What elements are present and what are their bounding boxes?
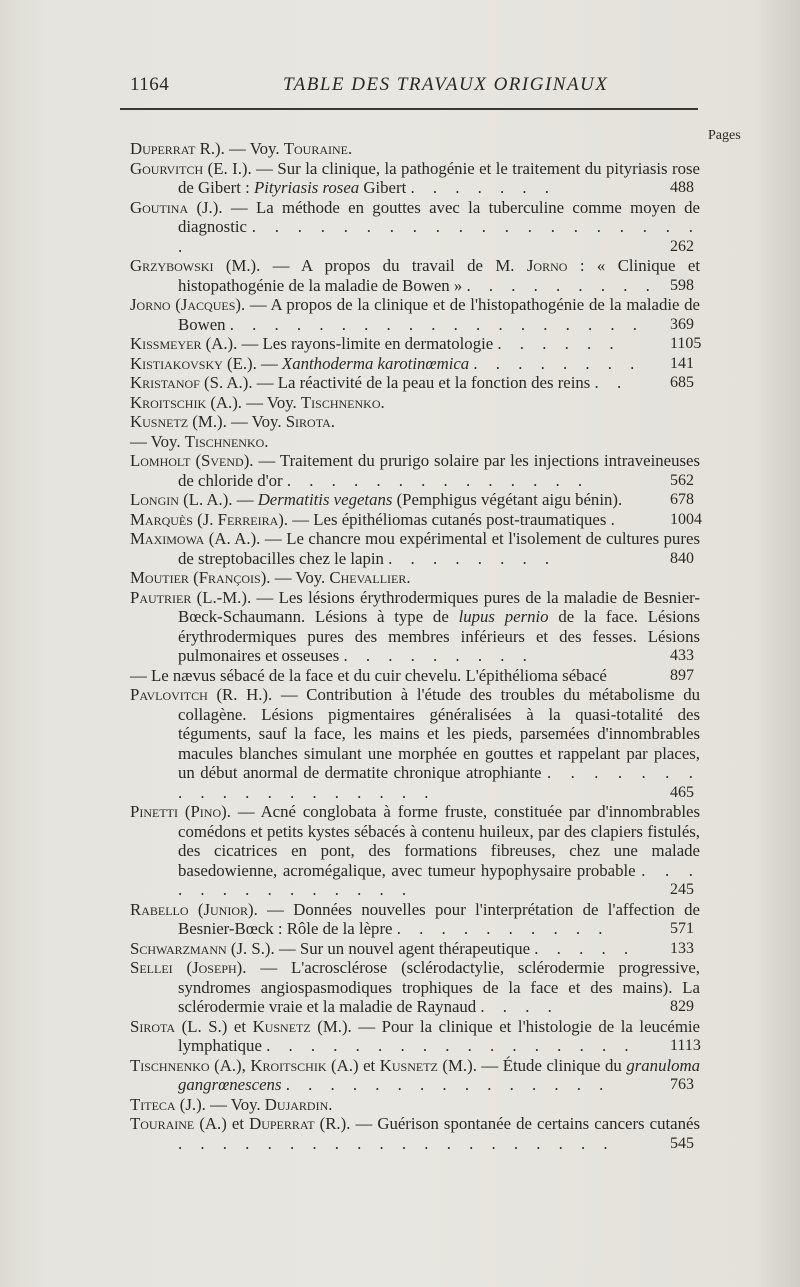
- pages-column-label: Pages: [708, 128, 741, 143]
- index-entry: [130, 139, 700, 159]
- entry-text: — Voy.: [130, 431, 185, 451]
- entry-coauthor: Kusnetz: [379, 1055, 438, 1075]
- leader-dots: . .: [594, 373, 629, 392]
- entry-text: — La méthode en gouttes avec la tuberculine comme moyen de diagnostic: [178, 197, 700, 236]
- entry-text: — Traitement du prurigo solaire par les injections intraveineuses de chloride d'or: [178, 451, 701, 490]
- entry-author: Titeca (J.).: [130, 1094, 206, 1114]
- leader-dots: . . . . . . . . . . . . . .: [286, 470, 590, 490]
- entry-italic-term: granuloma gangrœnescens: [178, 1055, 701, 1094]
- leader-dots: . . . .: [480, 997, 559, 1016]
- entry-italic-term: Dermatitis vegetans: [257, 490, 393, 509]
- leader-dots: . . . . . . . . . . . . . . . . .: [266, 1036, 636, 1055]
- entry-author: Gourvitch (E. I.).: [130, 158, 252, 178]
- entry-text: (A.) et: [326, 1055, 380, 1075]
- entry-text: — Le nævus sébacé de la face et du cuir chevelu. L'épithélioma sébacé: [130, 665, 607, 685]
- leader-dots: . . . . . . .: [410, 178, 556, 197]
- index-entry: Schwarzmann (J. S.). — Sur un nouvel agent thérapeutique . . . . . 133: [130, 938, 694, 958]
- entry-author: Duperrat R.).: [130, 139, 225, 158]
- entry-italic-term: Pityriasis rosea: [253, 178, 360, 197]
- entry-text: — Données nouvelles pour l'interprétation de l'affection de Besnier-Bœck : Rôle de la lèpre: [178, 899, 700, 938]
- entry-text: — Voy.: [242, 392, 301, 412]
- index-entry: Kissmeyer (A.). — Les rayons-limite en dermatologie . . . . . . 1105: [130, 334, 702, 353]
- index-entry: Rabello (Junior). — Données nouvelles pour l'interprétation de l'affection de Besnier-Bœck : Rôle de la lèpre . . . . . . . . . . 571: [130, 899, 700, 938]
- entry-cross-reference: Dujardin.: [264, 1094, 333, 1114]
- entry-author: Pautrier (L.-M.).: [130, 587, 252, 607]
- entry-text: : « Clinique et histopathogénie de la maladie de Bowen »: [178, 256, 701, 295]
- entry-text: — Contribution à l'étude des troubles du métabolisme du collagène. Lésions pigmentaires généralisées à la quasi-totalité des téguments, sauf la face, les mains et les pieds, parsemées d'innombrables macules blanches simulant une morphée en gouttes et rappelant par places, un début anormal de dermatite chronique atrophiante: [178, 685, 700, 782]
- entry-author: Kissmeyer (A.).: [130, 334, 238, 353]
- entry-cross-reference: Tischnenko.: [300, 392, 385, 412]
- entry-author: Grzybowski (M.).: [130, 256, 261, 275]
- entry-cross-reference: Chevallier.: [329, 568, 411, 587]
- leader-dots: . . . . . . . . . . . . . . . . . . .: [178, 763, 700, 802]
- leader-dots: . . . . . . . . . . . . . . . . . . .: [229, 314, 644, 334]
- index-entry: [130, 412, 700, 432]
- running-title: TABLE DES TRAVAUX ORIGINAUX: [283, 74, 609, 95]
- leader-dots: . . . . . . . . . . . . . .: [178, 860, 700, 899]
- leader-dots: . . . . . . . . . . . . . . . . . . . . .: [178, 217, 700, 256]
- header-rule: [120, 108, 698, 110]
- index-entry: Pautrier (L.-M.). — Les lésions érythrodermiques pures de la maladie de Besnier-Bœck-Schaumann. Lésions à type de lupus pernio de la face. Lésions érythrodermiques pures des membres inférieurs et des fesses. Lésions pulmonaires et osseuses . . . . . . . . . 433: [130, 587, 700, 665]
- entry-text: (R.). — Guérison spontanée de certains cancers cutanés: [314, 1114, 700, 1133]
- leader-dots: . . . . . . . . . .: [396, 919, 610, 938]
- index-entry: [130, 568, 700, 588]
- index-entry: Gourvitch (E. I.). — Sur la clinique, la pathogénie et le traitement du pityriasis rose de Gibert : Pityriasis rosea Gibert . . . . . . . 488: [130, 158, 700, 197]
- entry-text: — Acné conglobata à forme fruste, constituée par d'innombrables comédons et petits kystes sébacés à contenu huileux, par des clapiers fistulés, des cicatrices en pont, des formations fibreuses, chez une malade basedowienne, acromégalique, avec tumeur hypophysaire probable: [178, 802, 700, 880]
- entry-text: —: [232, 490, 258, 509]
- index-entry: Longin (L. A.). — Dermatitis vegetans (Pemphigus végétant aigu bénin). 678: [130, 490, 694, 509]
- entry-text: — L'acrosclérose (sclérodactylie, sclérodermie progressive, syndromes angiospasmodiques trophiques de la face et des mains). La sclérodermie vraie et la maladie de Raynaud: [178, 958, 700, 1016]
- entry-author: Sellei (Joseph).: [130, 958, 247, 977]
- entry-author: Sirota (L. S.): [130, 1016, 228, 1036]
- entry-italic-term: lupus pernio: [458, 607, 549, 626]
- entry-author: Kusnetz (M.).: [130, 412, 227, 431]
- entry-coauthor: Jorno: [526, 256, 568, 275]
- entry-text: — La réactivité de la peau et la fonction des reins: [252, 373, 591, 392]
- index-entry: Grzybowski (M.). — A propos du travail de M. Jorno : « Clinique et histopathogénie de la maladie de Bowen » . . . . . . . . . 598: [130, 256, 701, 295]
- entry-cross-reference: Tischnenko.: [184, 431, 269, 451]
- entry-text: — Les épithéliomas cutanés post-traumatiques .: [288, 509, 615, 529]
- entry-text: — Voy.: [270, 568, 330, 587]
- entry-coauthor: Kusnetz: [252, 1016, 311, 1036]
- index-entry: [130, 432, 700, 452]
- entry-text: — Les lésions érythrodermiques pures de la maladie de Besnier-Bœck-Schaumann. Lésions à type de: [178, 587, 700, 626]
- index-entry: Sirota (L. S.) et Kusnetz (M.). — Pour la clinique et l'histologie de la leucémie lymphatique . . . . . . . . . . . . . . . . . 1113: [130, 1016, 701, 1055]
- entry-coauthor: Duperrat: [249, 1114, 315, 1133]
- index-entry: Kristanof (S. A.). — La réactivité de la peau et la fonction des reins . . 685: [130, 373, 694, 392]
- entry-text: — Sur la clinique, la pathogénie et le traitement du pityriasis rose de Gibert :: [178, 158, 700, 197]
- entry-author: Pavlovitch (R. H.).: [130, 685, 273, 704]
- entry-text: Gibert: [359, 178, 407, 197]
- entry-cross-reference: Touraine.: [283, 139, 353, 158]
- entry-text: — Voy.: [226, 412, 286, 431]
- leader-dots: . . . . . . . .: [388, 548, 557, 568]
- entry-text: — A propos de la clinique et de l'histopathogénie de la maladie de Bowen: [178, 295, 701, 334]
- entry-author: Longin (L. A.).: [130, 490, 233, 509]
- index-entry: — Le nævus sébacé de la face et du cuir chevelu. L'épithélioma sébacé 897: [130, 665, 694, 685]
- leader-dots: . . . . . .: [497, 334, 621, 353]
- entry-text: —: [256, 353, 282, 373]
- entry-author: Kristanof (S. A.).: [130, 373, 253, 392]
- entry-text: — A propos du travail de M.: [260, 256, 527, 275]
- leader-dots: . . . . . . . .: [473, 353, 642, 373]
- entry-cross-reference: Sirota.: [285, 412, 335, 431]
- index-entries: [130, 139, 700, 1153]
- index-entry: [130, 1095, 700, 1115]
- entry-text: et: [226, 1114, 250, 1133]
- entry-coauthor: Kroitschik: [250, 1055, 327, 1075]
- index-entry: Pinetti (Pino). — Acné conglobata à forme fruste, constituée par d'innombrables comédons et petits kystes sébacés à contenu huileux, par des clapiers fistulés, des cicatrices en pont, des formations fibreuses, chez une malade basedowienne, acromégalique, avec tumeur hypophysaire probable . . . . . . . . . . . . . . 245: [130, 802, 700, 899]
- leader-dots: . . . . . . . . .: [466, 275, 657, 295]
- index-entry: Maximowa (A. A.). — Le chancre mou expérimental et l'isolement de cultures pures de streptobacilles chez le lapin . . . . . . . . 840: [130, 529, 700, 568]
- entry-text: — Voy.: [224, 139, 284, 158]
- entry-text: — Sur un nouvel agent thérapeutique: [274, 938, 531, 958]
- index-entry: [130, 393, 700, 413]
- entry-text: (M.). — Étude clinique du: [437, 1055, 627, 1075]
- entry-author: Moutier (François).: [130, 568, 271, 587]
- entry-italic-term: Xanthoderma karotinœmica: [281, 353, 470, 373]
- entry-author: Jorno (Jacques).: [130, 295, 246, 314]
- entry-author: Kistiakovsky (E.).: [130, 353, 257, 373]
- entry-text: — Les rayons-limite en dermatologie: [237, 334, 494, 353]
- page-number: 1164: [130, 74, 170, 95]
- leader-dots: . . . . . . . . . . . . . . . . . . . .: [178, 1133, 615, 1153]
- index-entry: Goutina (J.). — La méthode en gouttes avec la tuberculine comme moyen de diagnostic . . . . . . . . . . . . . . . . . . . . . 262: [130, 197, 700, 256]
- entry-text: (Pemphigus végétant aigu bénin).: [392, 490, 623, 509]
- leader-dots: . . . . .: [534, 938, 636, 958]
- index-entry: Jorno (Jacques). — A propos de la clinique et de l'histopathogénie de la maladie de Bowen . . . . . . . . . . . . . . . . . . . 369: [130, 295, 701, 334]
- entry-author: Lomholt (Svend).: [130, 451, 254, 470]
- entry-text: (M.). — Pour la clinique et l'histologie de la leucémie lymphatique: [178, 1016, 700, 1055]
- index-entry: Marquès (J. Ferreira). — Les épithéliomas cutanés post-traumatiques . 1004: [130, 509, 702, 529]
- entry-author: Schwarzmann (J. S.).: [130, 938, 275, 958]
- entry-text: — Voy.: [205, 1094, 265, 1114]
- page-header: [130, 74, 700, 104]
- entry-author: Goutina (J.).: [130, 197, 223, 217]
- entry-author: Rabello (Junior).: [130, 899, 258, 919]
- index-entry: Touraine (A.) et Duperrat (R.). — Guérison spontanée de certains cancers cutanés . . . . . . . . . . . . . . . . . . . . 545: [130, 1114, 700, 1153]
- index-entry: Tischnenko (A.), Kroitschik (A.) et Kusnetz (M.). — Étude clinique du granuloma gangrœnescens . . . . . . . . . . . . . . . 763: [130, 1055, 701, 1094]
- index-entry: Pavlovitch (R. H.). — Contribution à l'étude des troubles du métabolisme du collagène. Lésions pigmentaires généralisées à la quasi-totalité des téguments, sauf la face, les mains et les pieds, parsemées d'innombrables macules blanches simulant une morphée en gouttes et rappelant par places, un début anormal de dermatite chronique atrophiante . . . . . . . . . . . . . . . . . . . 465: [130, 685, 700, 802]
- index-entry: Lomholt (Svend). — Traitement du prurigo solaire par les injections intraveineuses de chloride d'or . . . . . . . . . . . . . . 562: [130, 451, 701, 490]
- index-entry: Sellei (Joseph). — L'acrosclérose (sclérodactylie, sclérodermie progressive, syndromes angiospasmodiques trophiques de la face et des mains). La sclérodermie vraie et la maladie de Raynaud . . . . 829: [130, 958, 700, 1016]
- entry-text: et: [227, 1016, 253, 1036]
- entry-text: de la face. Lésions érythrodermiques pures des membres inférieurs et des fesses. Lésions pulmonaires et osseuses: [178, 607, 700, 665]
- entry-author: Touraine (A.): [130, 1114, 227, 1133]
- entry-author: Tischnenko (A.),: [130, 1055, 246, 1075]
- entry-author: Maximowa (A. A.).: [130, 529, 261, 548]
- entry-author: Pinetti (Pino).: [130, 802, 231, 821]
- entry-text: — Le chancre mou expérimental et l'isolement de cultures pures de streptobacilles chez le lapin: [178, 529, 700, 568]
- leader-dots: . . . . . . . . . . . . . . .: [285, 1075, 611, 1094]
- index-entry: Kistiakovsky (E.). — Xanthoderma karotinœmica . . . . . . . . 141: [130, 353, 694, 373]
- leader-dots: . . . . . . . . .: [343, 646, 534, 665]
- entry-author: Kroitschik (A.).: [130, 392, 243, 412]
- entry-author: Marquès (J. Ferreira).: [130, 509, 289, 529]
